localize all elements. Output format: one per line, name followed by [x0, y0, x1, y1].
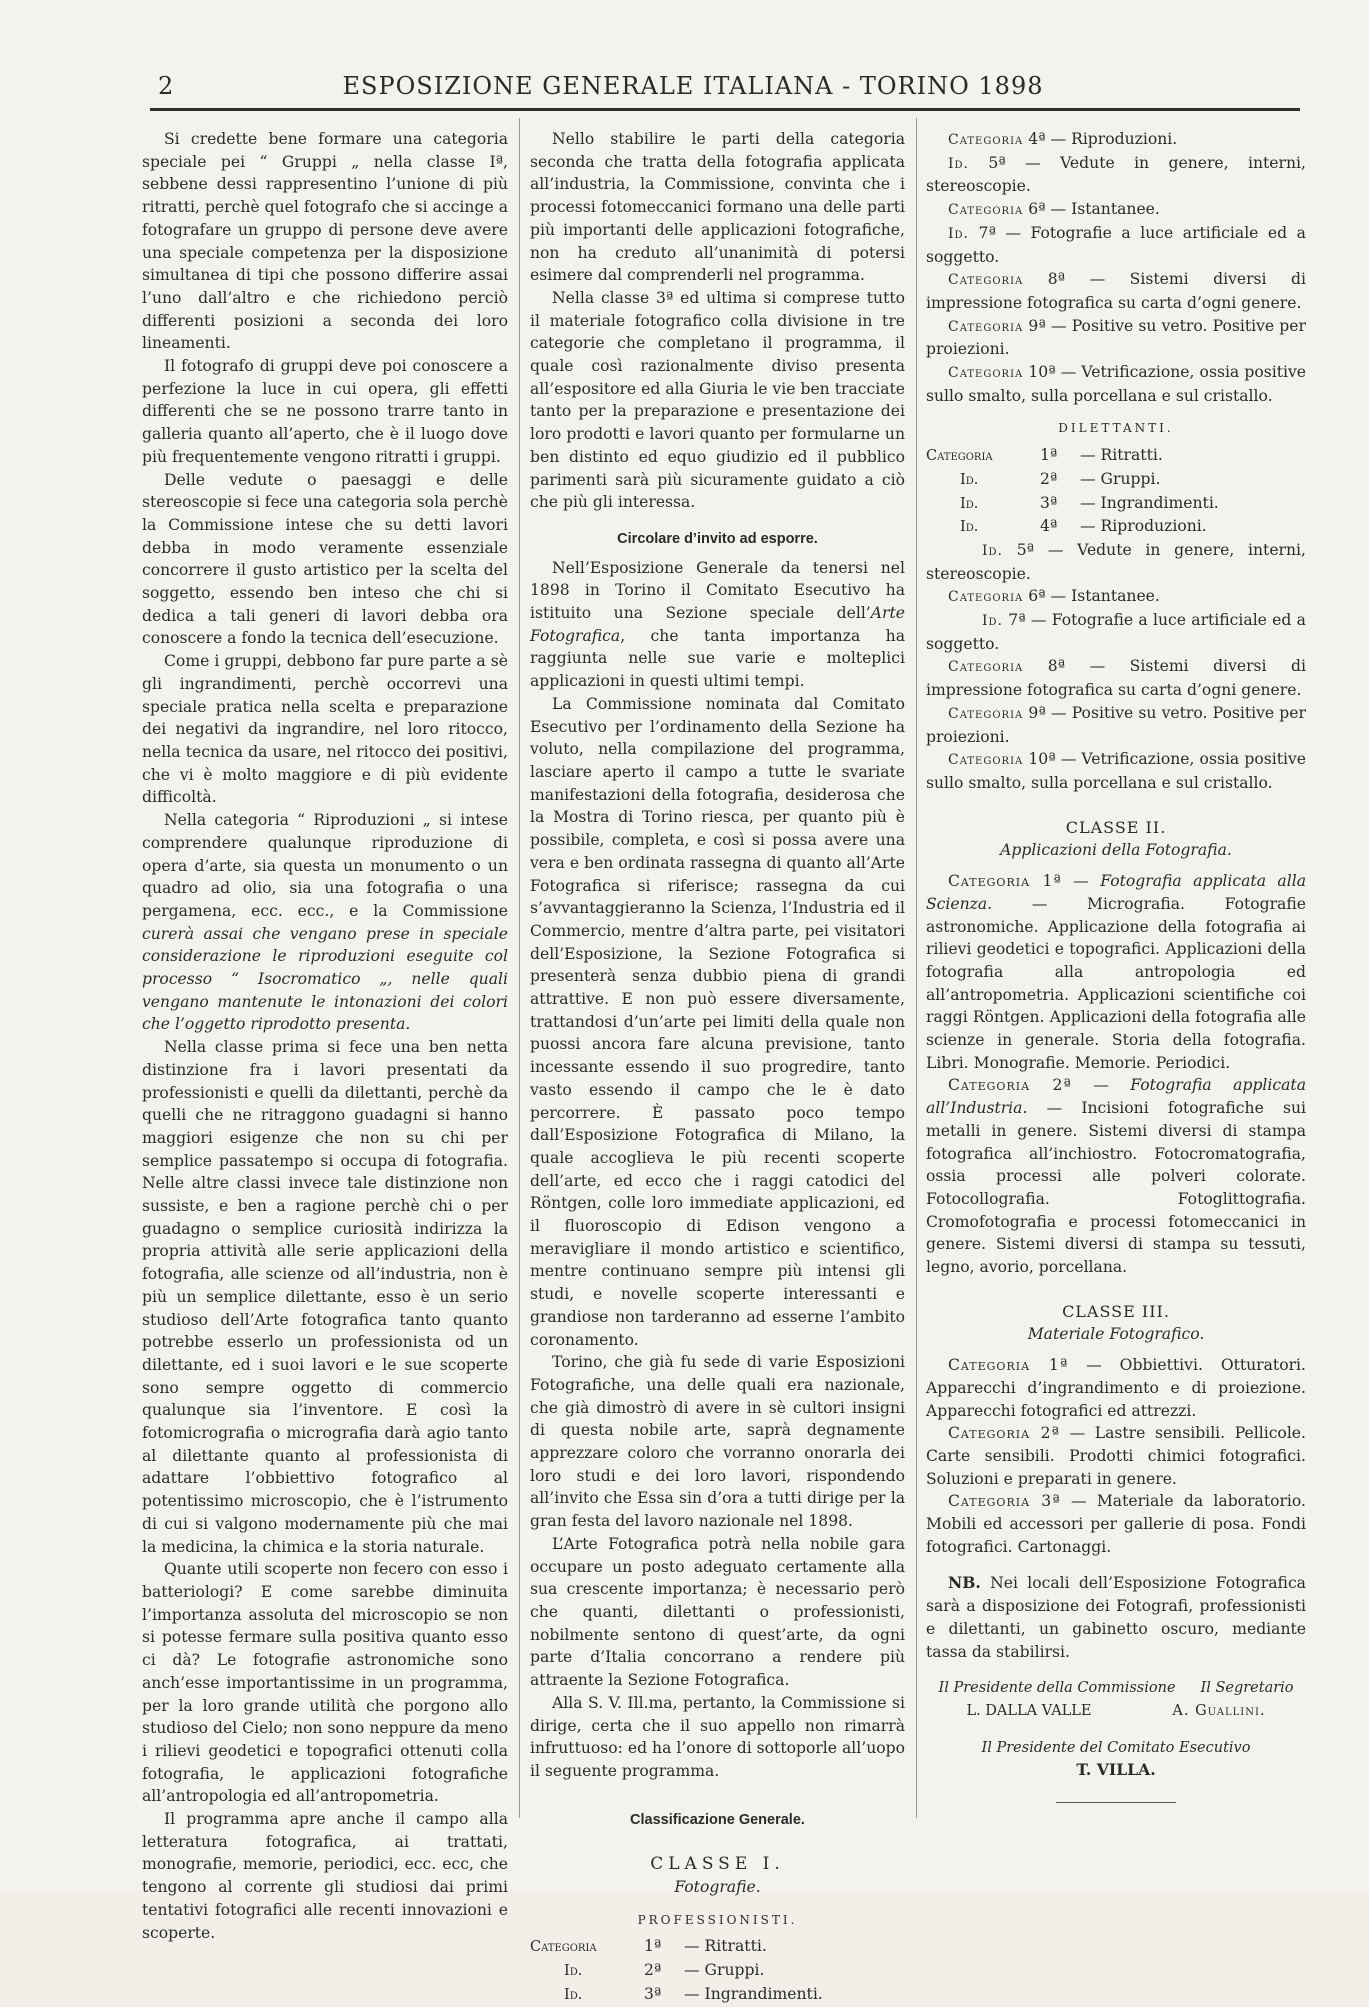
column-right — [926, 128, 1306, 1803]
paragraph: Nella classe prima si fece una ben netta distinzione fra i lavori presentati da professionisti e quelli da dilettanti, perchè da quelli che ne ritraggono guadagni si hanno maggiori esigenze che non su chi per semplice passatempo si occupa di fotografia. Nelle altre classi invece tale distinzione non sussiste, e ben a ragione perchè chi o per guadagno o semplice curiosità indirizza la propria attività alle serie applicazioni della fotografia, alle scienze od all’industria, non è più un semplice dilettante, esso è un serio studioso dell’Arte fotografica tanto quanto potrebbe esserlo un professionista od un dilettante, ed i suoi lavori e le sue scoperte sono sempre oggetto di commercio qualunque sia l’inventore. E così la fotomicrografia o micrografia darà agio tanto al dilettante quanto al professionista di adattare l’obbiettivo fotografico al potentissimo microscopio, che è l’istrumento di cui si valgono modernamente più che mai la medicina, la chimica e la storia naturale. — [142, 1038, 508, 1556]
category-text: — Gruppi. — [684, 1961, 765, 1980]
category-row — [530, 1983, 905, 2007]
running-title: ESPOSIZIONE GENERALE ITALIANA - TORINO 1898 — [342, 72, 1044, 100]
category-number: 8ª — [1047, 657, 1066, 676]
category-entry — [926, 1490, 1306, 1558]
category-number: 4ª — [1028, 130, 1046, 148]
category-label: Categoria 2ª — [948, 1424, 1060, 1443]
category-text: — Micrografia. Fotografie astronomiche. Applicazione della fotografia ai rilievi geodetici e topografici. Applicazioni della fotografia alla antropologia ed all’antropometria. Applicazioni scientifiche coi raggi Röntgen. Applicazioni della fotografia alle scienze in generale. Storia della fotografia. Libri. Monografie. Memorie. Periodici. — [926, 894, 1306, 1072]
signature-role: Il Segretario — [1200, 1680, 1294, 1697]
category-label: Categoria — [530, 1939, 597, 1956]
category-text: — Materiale da laboratorio. Mobili ed accessori per gallerie di posa. Fondi fotografici. Cartonaggi. — [926, 1492, 1306, 1556]
paragraph: Alla S. V. Ill.ma, pertanto, la Commissione si dirige, certa che il suo appello non rimarrà infruttuoso: ed ha l’onore di sottoporle all’uopo il seguente programma. — [530, 1693, 905, 1780]
category-label: Categoria — [948, 202, 1024, 219]
signature-name: T. VILLA. — [1076, 1760, 1156, 1780]
category-title: — Fotografia applicata alla Scienza. — [926, 872, 1306, 913]
signature-name: A. Guallini. — [1172, 1703, 1266, 1719]
category-label: Id. — [960, 471, 979, 488]
paragraph-text: Nell’Esposizione Generale da tenersi nel 1898 in Torino il Comitato Esecutivo ha istituito una Sezione speciale dell’ — [530, 558, 905, 623]
category-number: 5ª — [988, 153, 1006, 172]
category-text: — Incisioni fotografiche sui metalli in genere. Sistemi diversi di stampa fotografica all’inchiostro. Fotocromatografia, ossia processi alle polveri colorate. Fotocollografia. Fotoglittografia. Cromofotografia e processi fotomeccanici in genere. Sistemi diversi di stampa su tessuti, legno, avorio, porcellana. — [926, 1099, 1306, 1277]
classe-subtitle: Fotografie. — [674, 1878, 761, 1897]
category-label: Id. — [960, 495, 979, 512]
category-text: — Positive su vetro. Positive per proiezioni. — [926, 703, 1306, 746]
category-label: Categoria — [948, 752, 1024, 769]
category-label: Categoria 1ª — [948, 1356, 1069, 1375]
category-number: 8ª — [1047, 270, 1066, 289]
category-text: — Obbiettivi. Otturatori. Apparecchi d’ingrandimento e di proiezione. Apparecchi fotografici ed attrezzi. — [926, 1356, 1306, 1420]
category-number: 6ª — [1028, 200, 1046, 219]
classificazione-heading: Classificazione Generale. — [630, 1811, 805, 1828]
category-entry — [926, 128, 1306, 152]
category-entry — [926, 655, 1306, 701]
category-entry — [926, 222, 1306, 268]
category-text: — Vedute in genere, interni, stereoscopie. — [926, 153, 1306, 196]
paragraph: Il programma apre anche il campo alla letteratura fotografica, ai trattati, monografie, memorie, periodici, ecc. ecc, che tengono al corrente gli studiosi dai primi tentativi fotografici alle recenti innovazioni e scoperte. — [142, 1810, 508, 1942]
category-entry — [926, 585, 1306, 609]
group-title: DILETTANTI. — [1058, 421, 1174, 436]
paragraph: Nella classe 3ª ed ultima si comprese tutto il materiale fotografico colla divisione in tre categorie che completano il programma, il quale così razionalmente diviso presenta all’espositore ed alla Giuria le vie ben tracciate tanto per la preparazione e presentazione dei loro prodotti e lavori quanto per formularne un ben distinto ed equo giudizio ed il pubblico parimenti sarà più sicuramente guidato a ciò che più gli interessa. — [530, 288, 905, 512]
group-title: PROFESSIONISTI. — [637, 1912, 798, 1927]
category-entry — [926, 152, 1306, 198]
category-label: Categoria — [926, 448, 993, 465]
category-text: — Gruppi. — [1080, 469, 1161, 488]
category-number: 5ª — [1016, 540, 1035, 559]
paragraph: Si credette bene formare una categoria speciale pei “ Gruppi „ nella classe Iª, sebbene dessi rappresentino l’unione di più ritratti, perchè quel fotografo che si accinge a fotografare un gruppo di persone deve avere una speciale competenza per la disposizione simultanea di tipi che possono differire assai l’uno dall’altro e che richiedono perciò differenti posizioni a seconda dei loro lineamenti. — [142, 130, 508, 353]
category-label: Categoria — [948, 589, 1024, 606]
classe-subtitle: Materiale Fotografico. — [1027, 1325, 1205, 1344]
category-label: Id. — [564, 1986, 583, 2003]
category-number: 9ª — [1028, 316, 1046, 335]
category-entry — [926, 609, 1306, 655]
paragraph: Quante utili scoperte non fecero con esso i batteriologi? E come sarebbe diminuita l’importanza assoluta del microscopio se non si potesse fermare sulla positiva quanto esso ci dà? Le fotografie astronomiche sono anch’esse importantissime in un programma, per la loro grande utilità che porgono allo studioso del Cielo; non sono neppure da meno i rilievi geodetici e topografici ottenuti colla fotografia, le applicazioni fotografiche all’antropologia ed all’antropometria. — [142, 1560, 508, 1806]
category-label: Categoria — [948, 272, 1024, 289]
header-rule — [150, 108, 1300, 111]
nota-bene — [926, 1572, 1306, 1663]
paragraph: L’Arte Fotografica potrà nella nobile gara occupare un posto adeguato certamente alla sua crescente importanza; è necessario però che quanti, dilettanti o professionisti, nobilmente sentono di quest’arte, da ogni parte d’Italia concorrano a rendere più attraente la Sezione Fotografica. — [530, 1534, 905, 1690]
category-text: — Istantanee. — [1050, 200, 1160, 219]
category-text: — Riproduzioni. — [1080, 517, 1207, 536]
category-text: — Lastre sensibili. Pellicole. Carte sensibili. Prodotti chimici fotografici. Soluzioni e preparati in genere. — [926, 1424, 1306, 1488]
column-divider — [519, 118, 520, 1818]
category-number: 10ª — [1028, 363, 1056, 382]
category-entry — [926, 748, 1306, 794]
paragraph — [142, 809, 508, 1036]
signature-role: Il Presidente della Commissione — [938, 1680, 1176, 1697]
signature-name: L. DALLA VALLE — [966, 1703, 1092, 1719]
category-entry — [926, 361, 1306, 407]
classe-subtitle: Applicazioni della Fotografia. — [1000, 841, 1232, 860]
category-label: Categoria 1ª — [948, 872, 1062, 891]
category-row — [926, 468, 1306, 492]
page-header — [148, 68, 1238, 104]
category-label: Categoria 3ª — [948, 1492, 1061, 1511]
nb-text: Nei locali dell’Esposizione Fotografica sarà a disposizione dei Fotografi, professionisti e dilettanti, un gabinetto oscuro, mediante tassa da stabilirsi. — [926, 1574, 1306, 1661]
category-number: 6ª — [1028, 587, 1046, 606]
category-number: 2ª — [1040, 469, 1058, 488]
category-text: — Fotografie a luce artificiale ed a soggetto. — [926, 611, 1306, 653]
category-label: Categoria 2ª — [948, 1076, 1072, 1095]
category-number: 9ª — [1028, 703, 1046, 722]
category-entry — [926, 1074, 1306, 1278]
category-row — [530, 1935, 905, 1959]
category-text: — Vetrificazione, ossia positive sullo smalto, sulla porcellana e sul cristallo. — [926, 750, 1306, 792]
category-text: — Ritratti. — [684, 1937, 767, 1956]
category-entry — [926, 1422, 1306, 1490]
category-entry — [926, 870, 1306, 1074]
classe-title: CLASSE II. — [1065, 817, 1167, 837]
category-text: — Fotografie a luce artificiale ed a soggetto. — [926, 223, 1306, 266]
page-number: 2 — [158, 72, 174, 100]
classe-title: CLASSE III. — [1062, 1301, 1170, 1321]
category-label: Categoria — [948, 132, 1024, 148]
category-entry — [926, 268, 1306, 314]
category-number: 7ª — [978, 223, 996, 242]
column-left — [142, 128, 508, 1944]
category-text: — Vetrificazione, ossia positive sullo smalto, sulla porcellana e sul cristallo. — [926, 363, 1306, 405]
paragraph-italic: curerà assai che vengano prese in speciale considerazione le riproduzioni eseguite col processo “ Isocromatico „, nelle quali vengano mantenute le intonazioni dei colori che l’oggetto riprodotto presenta. — [142, 924, 508, 1034]
category-number: 3ª — [1040, 493, 1058, 512]
nb-label: NB. — [948, 1573, 981, 1593]
category-text: — Istantanee. — [1050, 587, 1160, 606]
paragraph: Come i gruppi, debbono far pure parte a sè gli ingrandimenti, perchè occorrevi una speciale pratica nella scelta e preparazione dei negativi da ingrandire, nel loro ritocco, nella tecnica da usare, nel ritocco dei positivi, che vi è molto maggiore e di più evidente difficoltà. — [142, 652, 508, 807]
paragraph-italic: Arte Fotografica — [530, 604, 905, 645]
paragraph — [530, 557, 905, 693]
category-number: 1ª — [644, 1937, 662, 1956]
category-text: — Sistemi diversi di impressione fotografica su carta d’ogni genere. — [926, 270, 1307, 312]
category-number: 10ª — [1028, 750, 1056, 769]
category-text: — Ingrandimenti. — [1080, 493, 1219, 512]
category-label: Id. — [948, 225, 969, 242]
category-row — [530, 1959, 905, 1983]
category-number: 2ª — [644, 1961, 662, 1980]
paragraph: La Commissione nominata dal Comitato Esecutivo per l’ordinamento della Sezione ha voluto, nella compilazione del programma, lasciare aperto il campo a tutte le svariate manifestazioni della fotografia, desiderosa che la Mostra di Torino riesca, per quanto più è possibile, completa, e così si possa avere una vera e ben ordinata rassegna di quanto all’Arte Fotografica si riferisce; rassegna da cui s’avvantaggieranno la Scienza, l’Industria ed il Commercio, mentre d’altra parte, pei visitatori dell’Esposizione, la Sezione Fotografica si presenterà senza dubbio piena di grandi attrattive. E non può essere diversamente, trattandosi d’un’arte pei limiti della quale non puossi ancora fare alcuna previsione, tanto incessante essendo il suo progredire, tanto vasto essendo il campo che le è dato percorrere. È passato poco tempo dall’Esposizione Fotografica di Milano, la quale accoglieva le più recenti scoperte dell’arte, ed ecco che i raggi catodici del Röntgen, colle loro immediate applicazioni, ed il fluoroscopio di Edison vengono a meravigliare il mondo artistico e scientifico, mentre continuano sempre più intensi gli studi, e novelle scoperte interessanti e grandiose non tarderanno ad esserne l’ambito coronamento. — [530, 694, 905, 1349]
category-number: 7ª — [1008, 611, 1026, 630]
circolare-heading: Circolare d’invito ad esporre. — [617, 530, 818, 547]
category-entry — [926, 539, 1306, 585]
category-entry — [926, 1354, 1306, 1422]
category-number: 4ª — [1040, 517, 1058, 536]
category-title: — Fotografia applicata all’Industria. — [926, 1076, 1306, 1118]
category-label: Categoria — [948, 659, 1024, 676]
category-text: — Ingrandimenti. — [684, 1984, 823, 2003]
classe-title: CLASSE I. — [650, 1854, 785, 1875]
signature-roles — [926, 1677, 1306, 1700]
paragraph-text: , che tanta importanza ha raggiunta nelle sue varie e molteplici applicazioni in questi ultimi tempi. — [530, 626, 905, 691]
category-row — [926, 492, 1306, 516]
category-label: Categoria — [948, 365, 1024, 382]
category-text: — Vedute in genere, interni, stereoscopie. — [926, 540, 1306, 583]
category-entry — [926, 702, 1306, 748]
category-text: — Ritratti. — [1080, 446, 1163, 465]
paragraph-text: Nella categoria “ Riproduzioni „ si intese comprendere qualunque riproduzione di opera d’arte, sia questa un monumento o un quadro ad olio, sia una fotografia o una pergamena, ecc. ecc., e la Commissione — [142, 811, 508, 920]
column-divider — [916, 118, 917, 1818]
category-entry — [926, 315, 1306, 361]
category-label: Id. — [948, 155, 969, 172]
category-text: — Riproduzioni. — [1050, 130, 1178, 148]
signature-names — [926, 1700, 1306, 1723]
footer-rule — [1056, 1802, 1176, 1803]
category-number: 1ª — [1040, 446, 1058, 465]
category-text: — Sistemi diversi di impressione fotografica su carta d’ogni genere. — [926, 657, 1307, 700]
category-label: Id. — [982, 613, 1003, 630]
category-row — [926, 515, 1306, 539]
signature-role: Il Presidente del Comitato Esecutivo — [981, 1739, 1251, 1756]
category-text: — Positive su vetro. Positive per proiezioni. — [926, 316, 1306, 359]
paragraph: Delle vedute o paesaggi e delle stereoscopie si fece una categoria sola perchè la Commissione intese che su detti lavori debba in modo veramente essenziale concorrere il gusto artistico per la scelta del soggetto, essendo ben inteso che chi si dedica a tali generi di lavori debba ora conoscere a fondo la tecnica dell’esecuzione. — [142, 470, 508, 648]
category-number: 3ª — [644, 1984, 662, 2003]
category-label: Id. — [564, 1963, 583, 1980]
category-label: Id. — [960, 519, 979, 536]
paragraph: Il fotografo di gruppi deve poi conoscere a perfezione la luce in cui opera, gli effetti differenti che se ne possono trarre tanto in galleria quanto all’aperto, che è il luogo dove più frequentemente vengono ritratti i gruppi. — [142, 357, 508, 466]
category-label: Categoria — [948, 318, 1024, 335]
category-label: Categoria — [948, 705, 1024, 722]
paragraph: Torino, che già fu sede di varie Esposizioni Fotografiche, una delle quali era nazionale, che già dimostrò di avere in sè cultori insigni di questa nobile arte, saprà degnamente apprezzare coloro che vorranno onorarla dei loro studi e dei loro lavori, rispondendo all’invito che Essa sin d’ora a tutti dirige per la gran festa del lavoro nazionale nel 1898. — [530, 1353, 905, 1531]
column-middle — [530, 128, 905, 2007]
category-label: Id. — [982, 542, 1003, 559]
category-row — [926, 444, 1306, 468]
category-entry — [926, 198, 1306, 222]
paragraph: Nello stabilire le parti della categoria seconda che tratta della fotografia applicata all’industria, la Commissione, convinta che i processi fotomeccanici formano una delle parti più importanti delle applicazioni fotografiche, non ha creduto all’unanimità di potersi esimere dal comprenderli nel programma. — [530, 130, 905, 285]
